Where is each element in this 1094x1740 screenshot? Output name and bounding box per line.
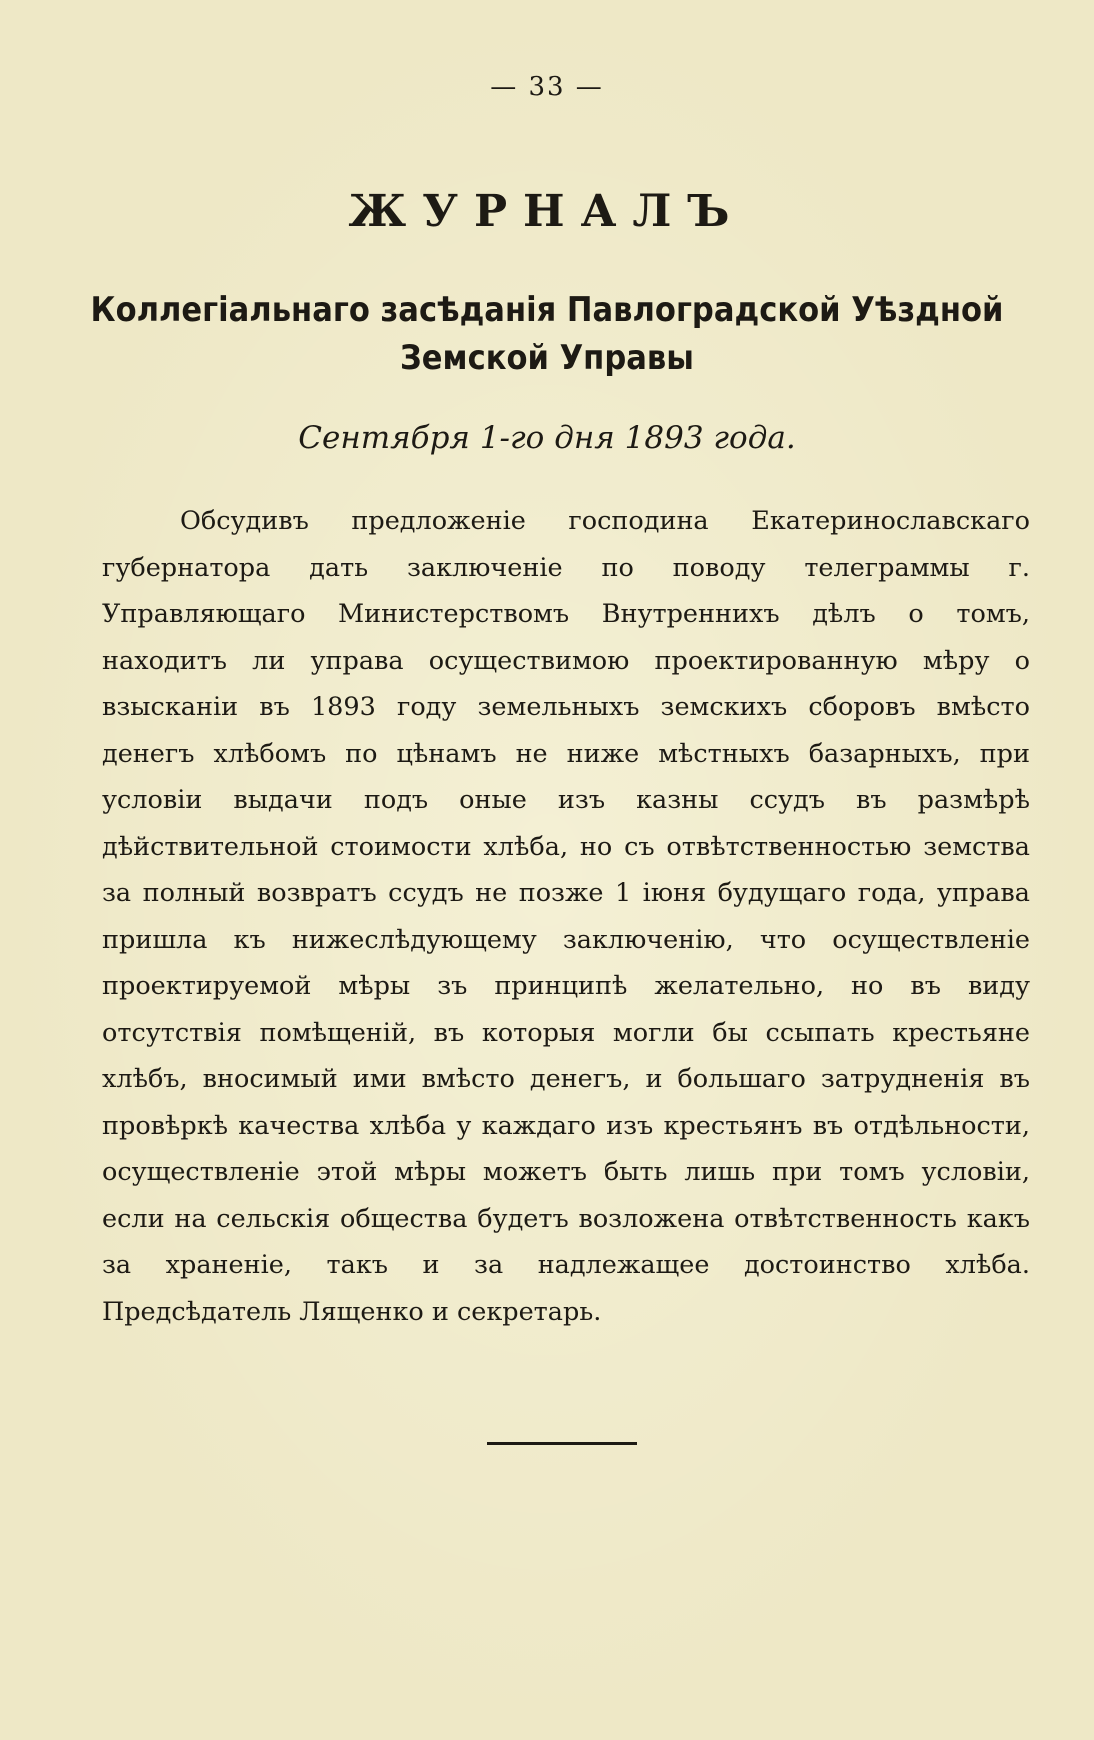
subtitle-line-1: Коллегіальнаго засѣданія Павлоградской Уѣздной (90, 290, 1004, 330)
document-subtitle (55, 286, 1040, 382)
page-number: — 33 — (490, 72, 604, 102)
subtitle-line-2: Земской Управы (400, 338, 694, 378)
body-paragraph: Обсудивъ предложеніе господина Екатеринославскаго губернатора дать заключеніе по поводу телеграммы г. Управляющаго Министерствомъ Внутреннихъ дѣлъ о томъ, находитъ ли управа осуществимою проектированную мѣру о взысканіи въ 1893 году земельныхъ земскихъ сборовъ вмѣсто денегъ хлѣбомъ по цѣнамъ не ниже мѣстныхъ базарныхъ, при условіи выдачи подъ оные изъ казны ссудъ въ размѣрѣ дѣйствительной стоимости хлѣба, но съ отвѣтственностью земства за полный возвратъ ссудъ не позже 1 іюня будущаго года, управа пришла къ нижеслѣдующему заключенію, что осуществленіе проектируемой мѣры зъ принципѣ желательно, но въ виду отсутствія помѣщеній, въ которыя могли бы ссыпать крестьяне хлѣбъ, вносимый ими вмѣсто денегъ, и большаго затрудненія въ провѣркѣ качества хлѣба у каждаго изъ крестьянъ въ отдѣльности, осуществленіе этой мѣры можетъ быть лишь при томъ условіи, если на сельскія общества будетъ возложена отвѣтственность какъ за храненіе, такъ и за надлежащее достоинство хлѣба. Предсѣдатель Лященко и секретарь. (102, 506, 1030, 1327)
closing-rule (487, 1442, 637, 1445)
document-title: ЖУРНАЛЪ (348, 186, 746, 237)
session-date: Сентября 1-го дня 1893 года. (298, 420, 796, 456)
